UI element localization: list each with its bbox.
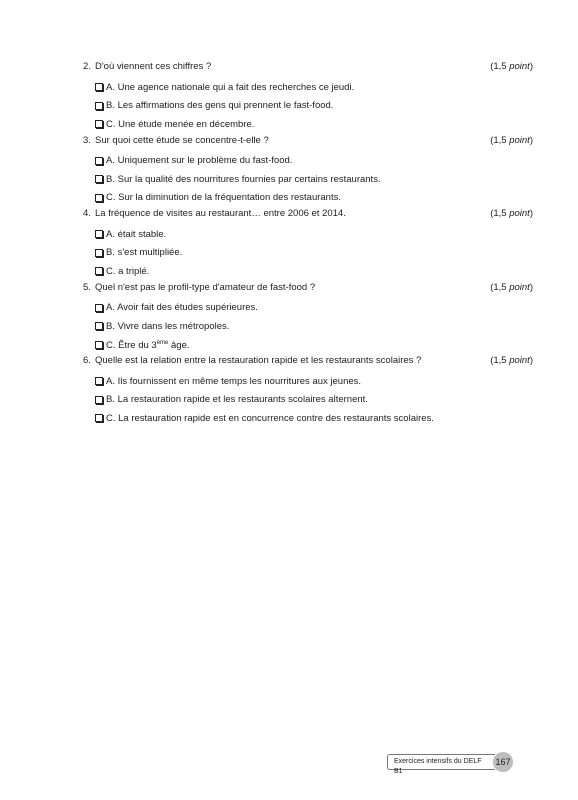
question-text: Quel n'est pas le profil-type d'amateur de fast-food ? (95, 281, 316, 293)
answer-option[interactable]: C. La restauration rapide est en concurrence contre des restaurants scolaires. (83, 409, 533, 428)
checkbox-icon[interactable] (95, 157, 103, 165)
checkbox-icon[interactable] (95, 377, 103, 385)
checkbox-icon[interactable] (95, 267, 103, 275)
answer-option[interactable]: A. Uniquement sur le problème du fast-food. (83, 152, 533, 171)
question-number: 5. (83, 281, 91, 293)
question-text: Quelle est la relation entre la restauration rapide et les restaurants scolaires ? (95, 355, 422, 366)
question-points: (1,5 point) (490, 134, 533, 146)
question-list (83, 60, 533, 428)
book-title: Exercices intensifs du DELF B1 (387, 754, 495, 770)
answer-option[interactable]: A. Avoir fait des études supérieures. (83, 299, 533, 318)
question-points: (1,5 point) (490, 61, 533, 72)
checkbox-icon[interactable] (95, 322, 103, 330)
question-points: (1,5 point) (490, 208, 533, 219)
page-footer (387, 752, 513, 775)
checkbox-icon[interactable] (95, 194, 103, 202)
question-number: 2. (83, 61, 91, 72)
question-points: (1,5 point) (490, 355, 533, 366)
question-4 (83, 207, 533, 281)
question-3 (83, 134, 533, 208)
question-number: 3. (83, 134, 91, 146)
question-points: (1,5 point) (490, 281, 533, 293)
question-6 (83, 354, 533, 428)
question-number: 4. (83, 208, 91, 219)
answer-option[interactable]: B. Les affirmations des gens qui prennent le fast-food. (83, 97, 533, 116)
checkbox-icon[interactable] (95, 102, 103, 110)
question-number: 6. (83, 355, 91, 366)
question-5 (83, 281, 533, 355)
answer-option[interactable]: B. Sur la qualité des nourritures fournies par certains restaurants. (83, 170, 533, 189)
checkbox-icon[interactable] (95, 120, 103, 128)
question-2 (83, 60, 533, 134)
answer-option[interactable]: C. Une étude menée en décembre. (83, 115, 533, 134)
checkbox-icon[interactable] (95, 341, 103, 349)
checkbox-icon[interactable] (95, 230, 103, 238)
checkbox-icon[interactable] (95, 304, 103, 312)
checkbox-icon[interactable] (95, 175, 103, 183)
checkbox-icon[interactable] (95, 396, 103, 404)
answer-option[interactable]: B. s'est multipliée. (83, 244, 533, 263)
question-text: La fréquence de visites au restaurant… entre 2006 et 2014. (95, 208, 346, 219)
checkbox-icon[interactable] (95, 249, 103, 257)
answer-option[interactable]: B. La restauration rapide et les restaurants scolaires alternent. (83, 391, 533, 410)
answer-option[interactable]: C. Sur la diminution de la fréquentation des restaurants. (83, 189, 533, 208)
checkbox-icon[interactable] (95, 83, 103, 91)
question-text: Sur quoi cette étude se concentre-t-elle ? (95, 134, 269, 146)
answer-option[interactable]: A. Une agence nationale qui a fait des recherches ce jeudi. (83, 78, 533, 97)
answer-option[interactable]: A. Ils fournissent en même temps les nourritures aux jeunes. (83, 372, 533, 391)
answer-option[interactable]: B. Vivre dans les métropoles. (83, 317, 533, 336)
answer-option[interactable]: C. Être du 3ème âge. (83, 336, 533, 355)
answer-option[interactable]: A. était stable. (83, 225, 533, 244)
question-text: D'où viennent ces chiffres ? (95, 61, 212, 72)
page-number: 167 (493, 752, 513, 772)
answer-option[interactable]: C. a triplé. (83, 262, 533, 281)
checkbox-icon[interactable] (95, 414, 103, 422)
